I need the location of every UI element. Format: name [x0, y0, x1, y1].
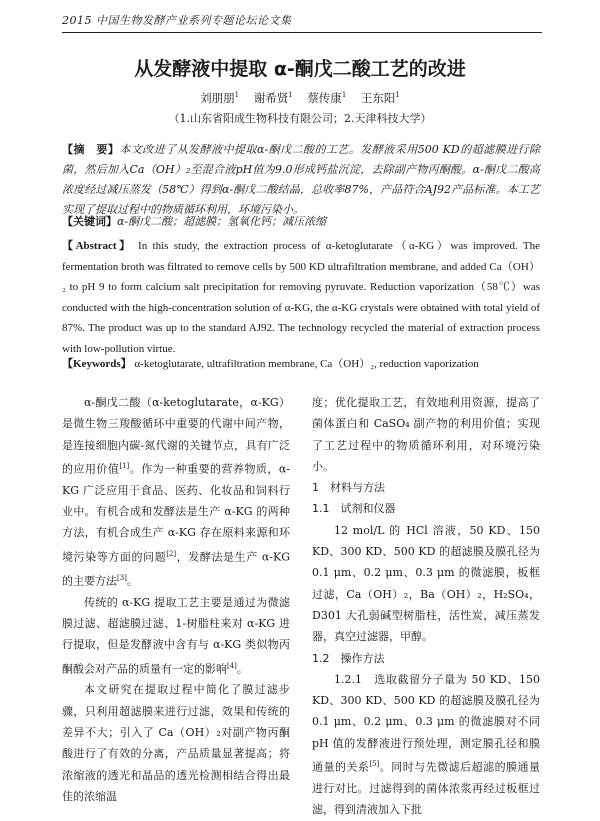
running-header: 2015 中国生物发酵产业系列专题论坛论文集 — [62, 12, 542, 33]
author-name: 刘朋朋 — [200, 91, 235, 105]
paragraph-text: 本文研究在提取过程中简化了膜过滤步骤，只利用超滤膜来进行过滤，效果和传统的差异不大；引入了 Ca（OH）₂对副产物丙酮酸进行了有效的分离，产品质量显著提高；将浓缩液的透光和晶品的透光检测相结合得出最佳的浓缩温 — [62, 683, 290, 803]
keywords-en-text: α-ketoglutarate, ultrafiltration membrane, Ca（OH）₂, reduction vaporization — [134, 358, 479, 370]
citation: [5] — [369, 760, 380, 769]
body-paragraph — [62, 679, 290, 807]
abstract-cn-label: 【摘 要】 — [62, 143, 120, 156]
author-list — [0, 90, 600, 106]
citation: [1] — [119, 461, 130, 470]
paragraph-text: 1.2.1 选取截留分子量为 50 KD、150 KD、300 KD、500 KD 的超滤膜及膜孔径为 0.1 μm、0.2 μm、0.3 μm 的微滤膜对不同 pH 值的发酵液进行预处理，测定膜孔径和膜通量的关系 — [312, 672, 540, 774]
keywords-en-label: 【Keywords】 — [62, 358, 132, 370]
author-name: 蔡传康 — [307, 91, 342, 105]
author-mark: 1 — [234, 91, 240, 100]
abstract-en-label: 【Abstract】 — [62, 240, 133, 252]
paper-title: 从发酵液中提取 α-酮戊二酸工艺的改进 — [134, 58, 466, 80]
method-paragraph — [312, 669, 540, 821]
keywords-cn-text: α-酮戊二酸；超滤膜；氢氧化钙；减压浓缩 — [117, 215, 327, 228]
author-name: 王东阳 — [360, 91, 396, 105]
author-name: 谢希贤 — [253, 91, 289, 105]
citation: [4] — [227, 661, 237, 670]
body-right-column — [312, 392, 540, 821]
citation: [2] — [166, 549, 177, 558]
abstract-en — [62, 236, 540, 359]
materials-paragraph: 12 mol/L 的 HCl 溶液，50 KD、150 KD、300 KD、500 KD 的超滤膜及膜孔径为 0.1 μm、0.2 μm、0.3 μm 的微滤膜，板框过滤，Ca（OH）₂，Ba（OH）₂，H₂SO₄，D301 大孔弱碱型树脂柱，活性炭，减压蒸发器，真空过滤器，甲醇。 — [312, 523, 540, 644]
paragraph-text: 。作为一种重要的营养物质，α-KG 广泛应用于食品、医药、化妆品和饲料行业中。有机合成和发酵法是生产 α-KG 的两种方法，有机合成生产 α-KG 存在原料来源和环境污染等方面的问题 — [62, 462, 290, 564]
paragraph-text: 。 — [236, 662, 248, 676]
abstract-en-text: In this study, the extraction process of α-ketoglutarate（α-KG）was improved. The fermentation broth was filtrated to remove cells by 500 KD ultrafiltration membrane, and added Ca（OH）₂ to pH 9 to form calcium salt precipitation for removing pyruvate. Reduction vaporization（58℃）was conducted with the high-concentration solution of α-KG, the α-KG crystals were obtained with total yield of 87%. The product was up to the standard AJ92. The technology recycled the material of extraction process with low-pollution virtue. — [62, 240, 541, 355]
paragraph-text: 。 — [126, 574, 138, 588]
author-mark: 1 — [288, 91, 293, 100]
subsection-heading: 1.2 操作方法 — [312, 651, 385, 665]
abstract-cn-text: 本文改进了从发酵液中提取α-酮戊二酸的工艺。发酵液采用500 KD的超滤膜进行除菌，然后加入Ca（OH）₂至混合液pH值为9.0形成钙盐沉淀，去除副产物丙酮酸。α-酮戊二酸高浓度经过减压蒸发（58℃）得到α-酮戊二酸结晶，总收率87%，产品符合AJ92产品标准。本工艺实现了提取过程中的物质循环利用，环境污染小。 — [62, 143, 541, 216]
body-paragraph — [62, 592, 290, 680]
paragraph-text: ，发酵法是生产 α-KG 的主要方法 — [62, 550, 290, 588]
citation: [3] — [117, 573, 127, 582]
paragraph-text: α-酮戊二酸（α-ketoglutarate，α-KG）是微生物三羧酸循环中重要的代谢中间产物，是连接细胞内碳-氮代谢的关键节点，具有广泛的应用价值 — [62, 396, 290, 476]
author-mark: 1 — [395, 91, 400, 100]
section-heading: 1 材料与方法 — [312, 481, 385, 495]
paragraph-text: 。同时与先微滤后超滤的膜通量进行对比。过滤得到的菌体浓浆再经过板框过滤，得到清液加入下批 — [312, 760, 541, 817]
body-paragraph — [62, 392, 290, 592]
keywords-cn-label: 【关键词】 — [62, 215, 117, 228]
keywords-cn — [62, 212, 540, 232]
body-paragraph: 度；优化提取工艺，有效地利用资源，提高了菌体蛋白和 CaSO₄ 副产物的利用价值；实现了工艺过程中的物质循环利用，对环境污染小。 — [312, 396, 540, 473]
keywords-en — [62, 354, 540, 374]
subsection-heading: 1.1 试剂和仪器 — [312, 502, 396, 516]
abstract-cn — [62, 140, 540, 220]
paragraph-text: 传统的 α-KG 提取工艺主要是通过为微滤膜过滤、超滤膜过滤、1-树脂柱来对 α-KG 进行提取，但是发酵液中含有与 α-KG 类似物丙酮酸会对产品的质量有一定的影响 — [62, 595, 290, 676]
body-left-column — [62, 392, 290, 807]
author-mark: 1 — [341, 91, 347, 100]
affiliation: （1.山东省阳成生物科技有限公司；2.天津科技大学） — [168, 112, 432, 125]
